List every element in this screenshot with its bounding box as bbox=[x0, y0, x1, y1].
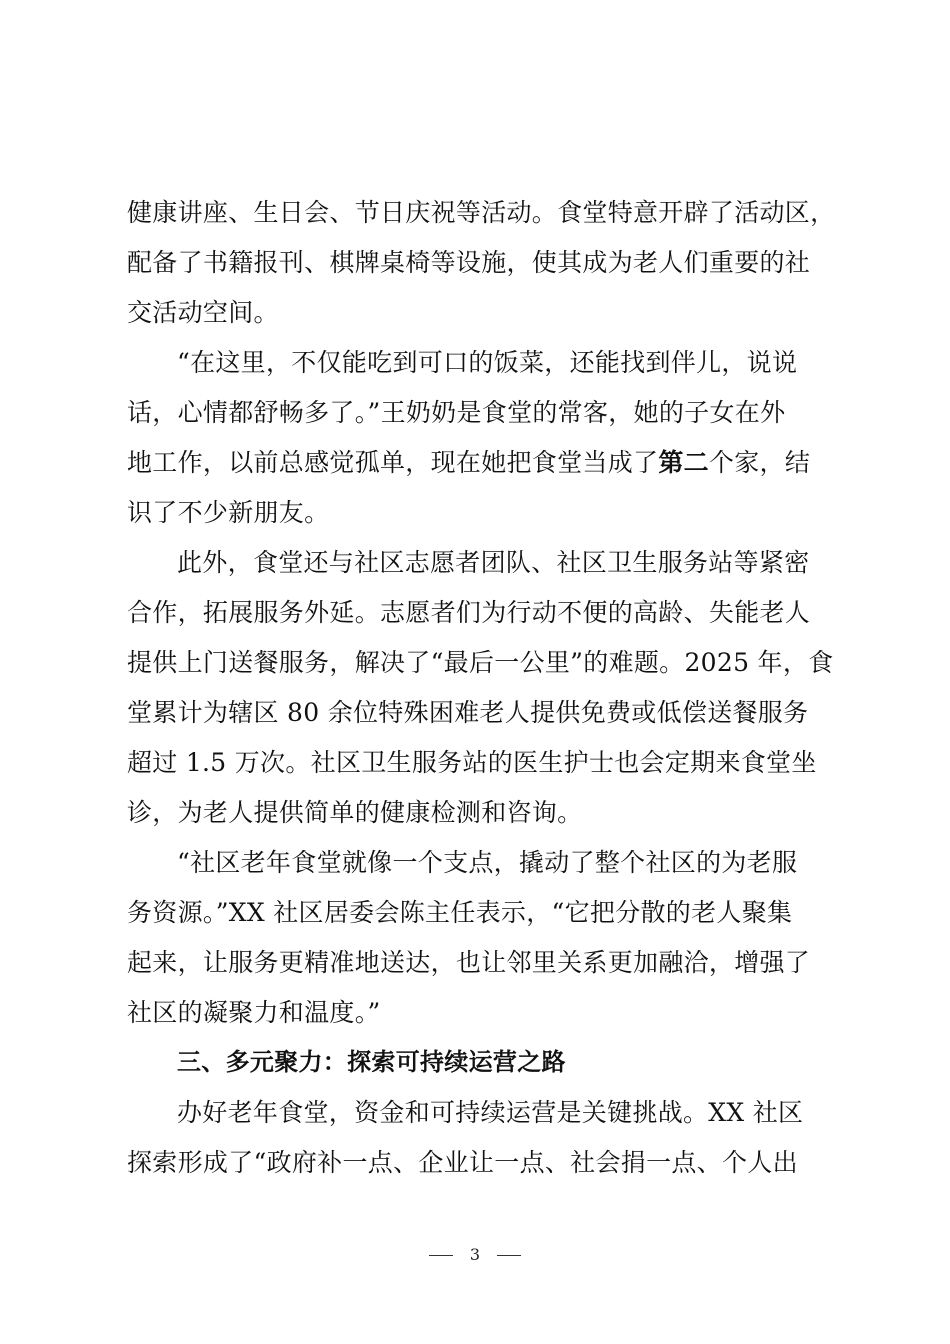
paragraph-line: 识了不少新朋友。 bbox=[127, 498, 330, 527]
bold-text: 第二 bbox=[658, 448, 709, 477]
paragraph-line: 提供上门送餐服务，解决了“最后一公里”的难题。2025 年，食 bbox=[127, 648, 834, 677]
paragraph-line: “社区老年食堂就像一个支点，撬动了整个社区的为老服 bbox=[177, 848, 798, 877]
paragraph-line: 诊，为老人提供简单的健康检测和咨询。 bbox=[127, 798, 583, 827]
paragraph-line bbox=[127, 438, 827, 488]
text-span: 个家，结 bbox=[708, 448, 811, 477]
text-span: 地工作，以前总感觉孤单，现在她把食堂当成了 bbox=[127, 448, 659, 477]
paragraph-line: “在这里，不仅能吃到可口的饭菜，还能找到伴儿，说说 bbox=[177, 348, 798, 377]
paragraph-line: 起来，让服务更精准地送达，也让邻里关系更加融洽，增强了 bbox=[127, 948, 811, 977]
paragraph-line: 超过 1.5 万次。社区卫生服务站的医生护士也会定期来食堂坐 bbox=[127, 748, 817, 777]
paragraph-line: 堂累计为辖区 80 余位特殊困难老人提供免费或低偿送餐服务 bbox=[127, 698, 809, 727]
paragraph-line: 话，心情都舒畅多了。”王奶奶是食堂的常客，她的子女在外 bbox=[127, 398, 786, 427]
paragraph-line: 探索形成了“政府补一点、企业让一点、社会捐一点、个人出 bbox=[127, 1148, 798, 1177]
paragraph-line: 健康讲座、生日会、节日庆祝等活动。食堂特意开辟了活动区， bbox=[127, 198, 836, 227]
paragraph-line: 交活动空间。 bbox=[127, 298, 279, 327]
paragraph-line: 务资源。”XX 社区居委会陈主任表示，“它把分散的老人聚集 bbox=[127, 898, 793, 927]
paragraph-line: 此外，食堂还与社区志愿者团队、社区卫生服务站等紧密 bbox=[177, 548, 810, 577]
paragraph-line: 合作，拓展服务外延。志愿者们为行动不便的高龄、失能老人 bbox=[127, 598, 811, 627]
page-number: 3 bbox=[469, 1245, 481, 1264]
paragraph-line: 配备了书籍报刊、棋牌桌椅等设施，使其成为老人们重要的社 bbox=[127, 248, 811, 277]
footer-dash-right bbox=[497, 1255, 521, 1256]
paragraph-line: 办好老年食堂，资金和可持续运营是关键挑战。XX 社区 bbox=[177, 1098, 804, 1127]
section-heading: 三、多元聚力：探索可持续运营之路 bbox=[177, 1048, 566, 1076]
page-footer bbox=[0, 1243, 950, 1267]
paragraph-line: 社区的凝聚力和温度。” bbox=[127, 998, 381, 1027]
footer-dash-left bbox=[429, 1255, 453, 1256]
